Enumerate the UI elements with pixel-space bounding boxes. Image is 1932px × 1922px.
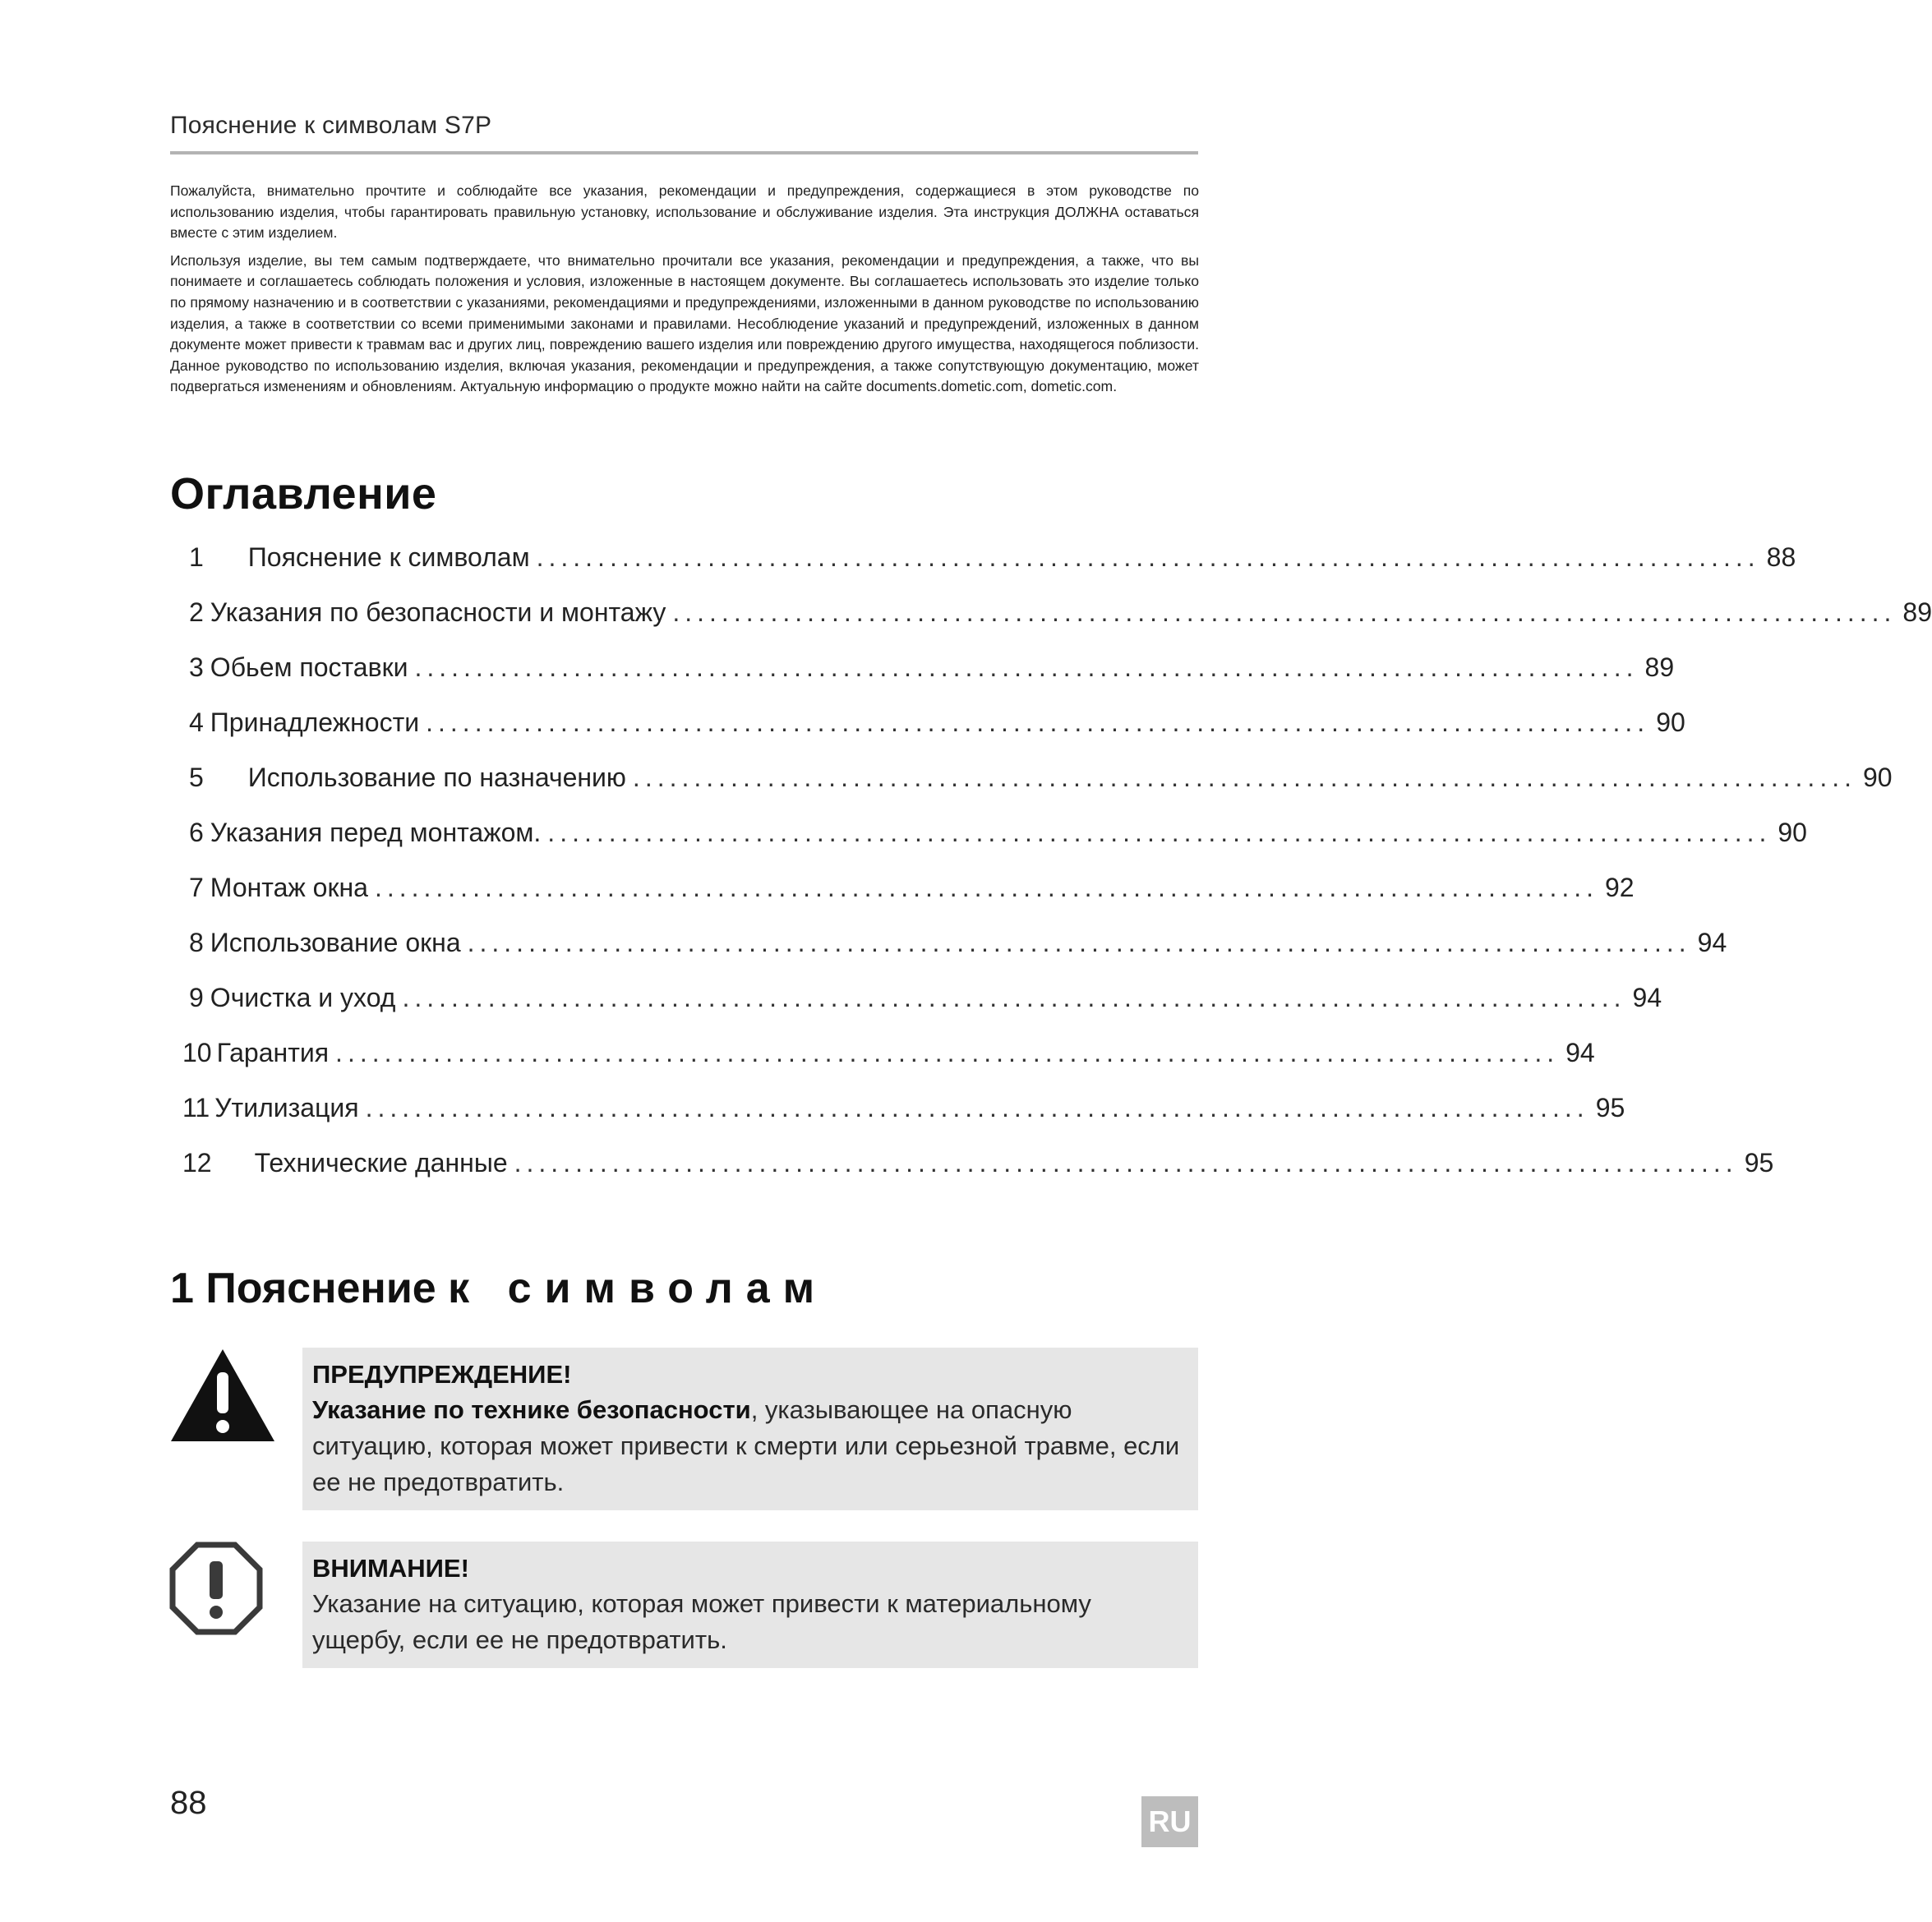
toc-entry-number: 12 (182, 1148, 212, 1178)
toc-entry-number: 8 (189, 928, 204, 957)
toc-entry-label: Использование окна (210, 928, 461, 957)
toc-entry-label: Гарантия (216, 1038, 330, 1067)
intro-paragraph-1: Пожалуйста, внимательно прочтите и соблюдайте все указания, рекомендации и предупреждения, содержащиеся в этом руководстве по использованию изделия, чтобы гарантировать правильную установку, использование и обслуживание изделия. Эта инструкция ДОЛЖНА оставаться вместе с этим изделием. (170, 182, 1199, 242)
language-badge: RU (1141, 1796, 1198, 1847)
toc-entry-page: 88 (1766, 542, 1796, 572)
section-1-title (170, 1264, 828, 1313)
toc-leader-dots: .................................................................................................... (536, 542, 1760, 572)
toc-entry-label: Монтаж окна (210, 873, 368, 902)
warning-triangle-icon (169, 1348, 276, 1443)
toc-entry-label: Использование по назначению (247, 763, 626, 792)
toc-leader-dots: .................................................................................................... (467, 928, 1691, 957)
intro-text (170, 181, 1199, 404)
toc-entry-page: 95 (1744, 1148, 1774, 1178)
toc-entry[interactable] (189, 597, 1932, 634)
toc-entry-number: 9 (189, 983, 204, 1012)
toc-leader-dots: .................................................................................................... (632, 763, 1856, 792)
toc-leader-dots: .................................................................................................... (414, 652, 1639, 682)
warning-heading: ПРЕДУПРЕЖДЕНИЕ! (312, 1360, 572, 1389)
toc-entry[interactable] (189, 542, 1796, 578)
toc-leader-dots: .................................................................................................... (365, 1093, 1589, 1122)
toc-entry-label: Утилизация (214, 1093, 359, 1122)
caution-octagon-icon (169, 1542, 263, 1635)
toc-entry-page: 90 (1656, 707, 1685, 737)
toc-entry-label: Указания по безопасности и монтажу (210, 597, 666, 627)
toc-entry[interactable] (182, 1148, 1774, 1184)
caution-body: Указание на ситуацию, которая может привести к материальному ущербу, если ее не предотвратить. (312, 1589, 1091, 1654)
intro-paragraph-2: Используя изделие, вы тем самым подтверждаете, что внимательно прочитали все указания, рекомендации и предупреждения, а также, что вы понимаете и соглашаетесь соблюдать положения и условия, изложенные в настоящем документе. Вы соглашаетесь использовать это изделие только по прямому назначению и в соответствии с указаниями, рекомендациями и предупреждениями, изложенными в данном руководстве по использованию изделия, а также в соответствии со всеми применимыми законами и правилами. Несоблюдение указаний и предупреждений, изложенных в данном документе может привести к травмам вас и других лиц, повреждению вашего изделия или повреждению другого имущества, находящегося поблизости. Данное руководство по использованию изделия, включая указания, рекомендации и предупреждения, а также сопутствующую документацию, может подвергаться изменениям и обновлениям. Актуальную информацию о продукте можно найти на сайте documents.dometic.com, dometic.com. (170, 251, 1199, 395)
toc-entry-page: 90 (1862, 763, 1893, 792)
caution-notice (302, 1542, 1198, 1668)
toc-entry-page: 94 (1697, 928, 1727, 957)
warning-text: , указывающее на опасную ситуацию, которая может привести к смерти или серьезной травме, если ее не предотвратить. (312, 1395, 1180, 1496)
running-header: Пояснение к символам S7P (170, 112, 492, 139)
toc-entry-page: 94 (1565, 1038, 1595, 1067)
toc-entry-label: Пояснение к символам (247, 542, 530, 572)
toc-entry-label: Технические данные (254, 1148, 508, 1178)
toc-leader-dots: .................................................................................................... (426, 707, 1650, 737)
toc-leader-dots: .................................................................................................... (374, 873, 1598, 902)
toc-entry[interactable] (189, 928, 1727, 964)
toc-entry[interactable] (189, 873, 1635, 909)
toc-entry-number: 4 (189, 707, 204, 737)
toc-entry-number: 11 (182, 1093, 210, 1122)
toc-leader-dots: .................................................................................................... (672, 597, 1897, 627)
toc-entry[interactable] (189, 652, 1675, 689)
toc-entry-label: Очистка и уход (210, 983, 396, 1012)
caution-heading: ВНИМАНИЕ! (312, 1554, 469, 1583)
toc-entry-number: 7 (189, 873, 204, 902)
toc-entry[interactable] (182, 1038, 1595, 1074)
header-rule (170, 151, 1198, 154)
toc-title: Оглавление (170, 469, 437, 519)
toc-leader-dots: .................................................................................................... (335, 1038, 1560, 1067)
toc-entry-page: 94 (1632, 983, 1662, 1012)
toc-entry-number: 5 (189, 763, 204, 792)
toc-entry-number: 10 (182, 1038, 212, 1067)
toc-entry-number: 3 (189, 652, 204, 682)
toc-leader-dots: .................................................................................................... (514, 1148, 1738, 1178)
toc-entry-page: 92 (1605, 873, 1635, 902)
toc-entry-page: 90 (1778, 818, 1807, 847)
toc-leader-dots: .................................................................................................... (402, 983, 1626, 1012)
toc-entry[interactable] (189, 818, 1807, 854)
section-1-title-spaced-part: к символам (448, 1265, 828, 1312)
warning-bold-lead: Указание по технике безопасности (312, 1395, 751, 1424)
toc-entry-label: Обьем поставки (210, 652, 408, 682)
section-1-title-part: 1 Пояснение (170, 1265, 449, 1312)
toc-leader-dots: .................................................................................................... (547, 818, 1772, 847)
toc-entry-page: 95 (1595, 1093, 1625, 1122)
toc-entry-label: Принадлежности (210, 707, 420, 737)
toc-entry[interactable] (189, 983, 1662, 1019)
toc-entry[interactable] (189, 707, 1685, 744)
toc-entry-number: 1 (189, 542, 204, 572)
toc-entry-number: 2 (189, 597, 204, 627)
toc-entry[interactable] (182, 1093, 1625, 1129)
warning-notice (302, 1348, 1198, 1510)
toc-entry-number: 6 (189, 818, 204, 847)
toc-entry-page: 89 (1644, 652, 1675, 682)
toc-entry-label: Указания перед монтажом. (210, 818, 542, 847)
page-number: 88 (170, 1785, 207, 1821)
warning-body (312, 1392, 1182, 1500)
toc-entry[interactable] (189, 763, 1893, 799)
toc-entry-page: 89 (1902, 597, 1932, 627)
